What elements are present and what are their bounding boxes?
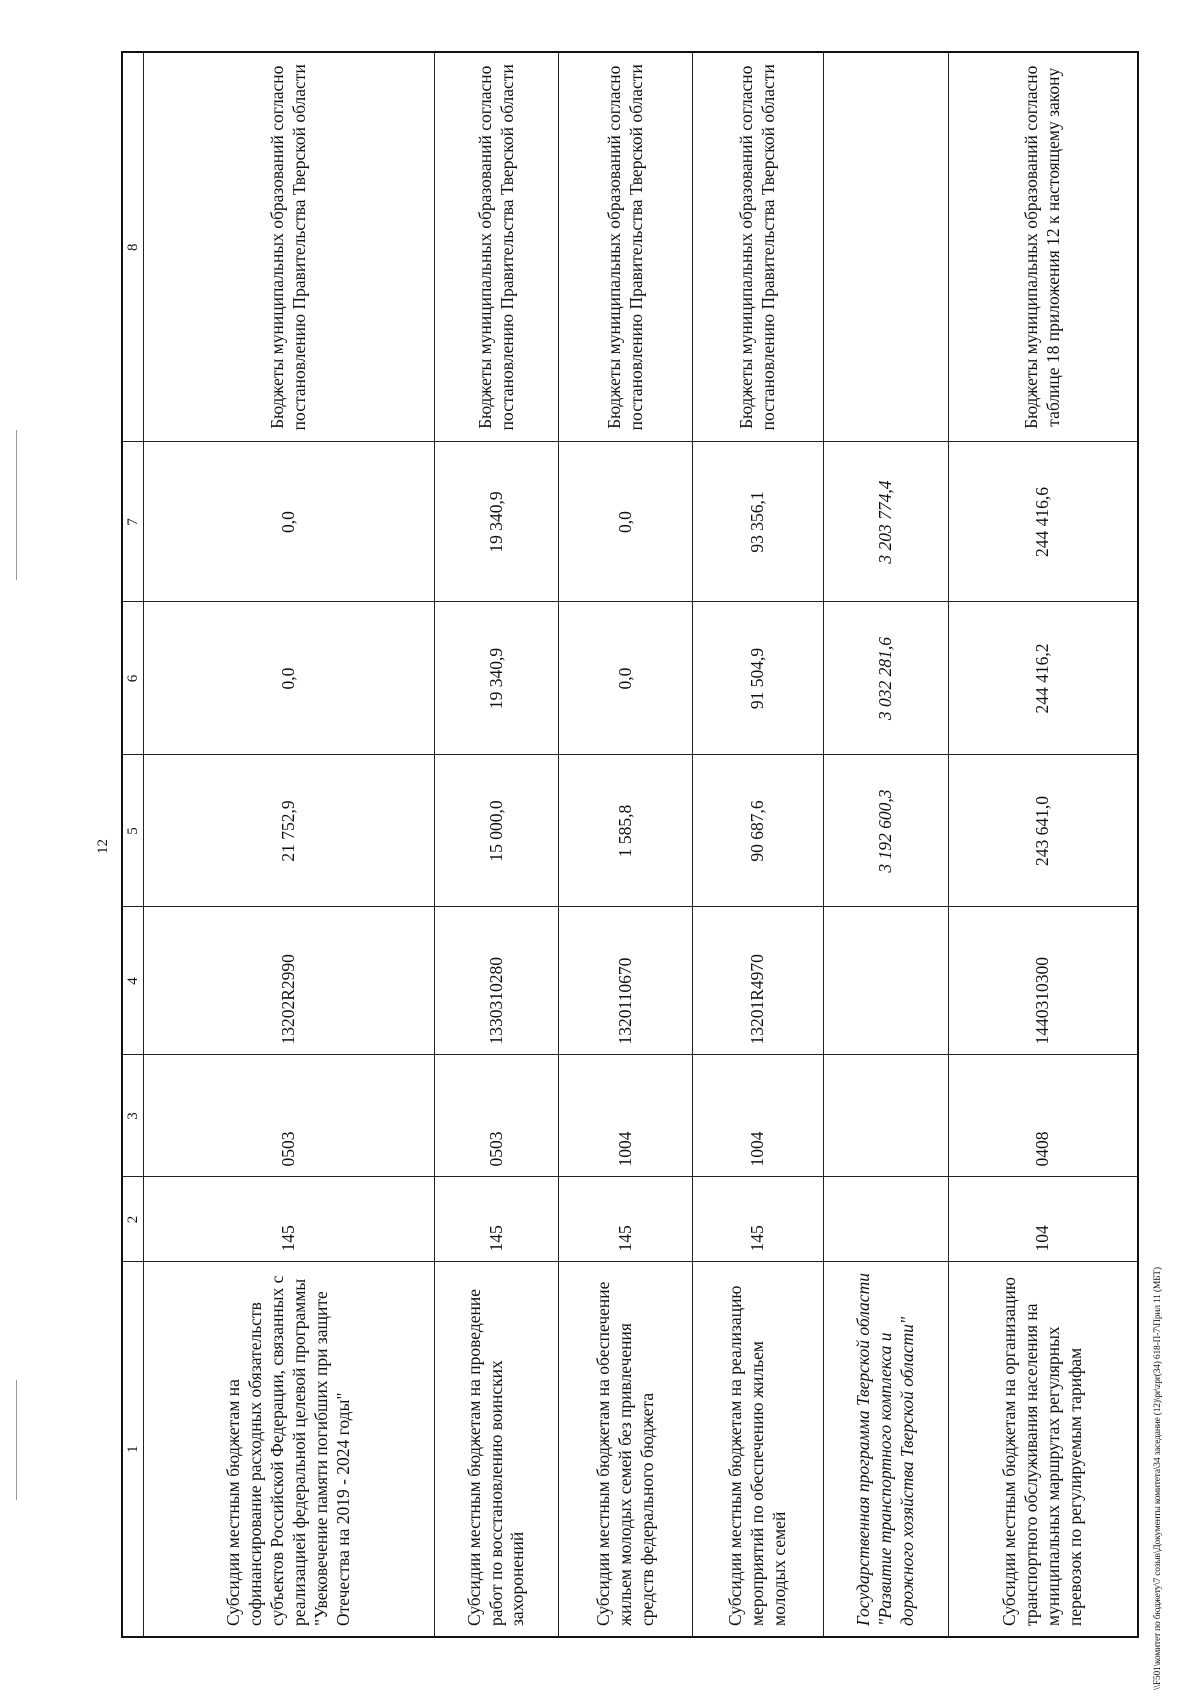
- budget-table: [121, 51, 1139, 1638]
- amount-cell: 19 340,9: [434, 442, 559, 602]
- amount-cell: 21 752,9: [144, 755, 435, 907]
- table-row: [559, 52, 693, 1637]
- amount-cell: 3 192 600,3: [823, 755, 948, 907]
- amount-cell: 0,0: [559, 442, 693, 602]
- target-code-cell: 1330310280: [434, 907, 559, 1055]
- table-row: [434, 52, 559, 1637]
- target-code-cell: 1320110670: [559, 907, 693, 1055]
- amount-cell: 15 000,0: [434, 755, 559, 907]
- recipient-cell: Бюджеты муниципальных образований согласно постановлению Правительства Тверской области: [693, 52, 824, 442]
- section-code-cell: 1004: [693, 1055, 824, 1177]
- recipient-cell: Бюджеты муниципальных образований согласно постановлению Правительства Тверской области: [434, 52, 559, 442]
- admin-code-cell: [823, 1177, 948, 1262]
- admin-code-cell: 104: [948, 1177, 1138, 1262]
- amount-cell: 3 203 774,4: [823, 442, 948, 602]
- page-number: 12: [95, 839, 111, 854]
- subsidy-name-cell: Субсидии местным бюджетам на обеспечение жильем молодых семей без привлечения средств федерального бюджета: [559, 1262, 693, 1637]
- column-header: 2: [122, 1177, 144, 1262]
- amount-cell: 0,0: [144, 602, 435, 755]
- table-row: [144, 52, 435, 1637]
- target-code-cell: 1440310300: [948, 907, 1138, 1055]
- subsidy-name-cell: Субсидии местным бюджетам на реализацию мероприятий по обеспечению жильем молодых семей: [693, 1262, 824, 1637]
- admin-code-cell: 145: [434, 1177, 559, 1262]
- amount-cell: 3 032 281,6: [823, 602, 948, 755]
- amount-cell: 0,0: [144, 442, 435, 602]
- subsidy-name-cell: Субсидии местным бюджетам на организацию транспортного обслуживания населения на муниципальных маршрутах регулярных перевозок по регулируемым тарифам: [948, 1262, 1138, 1637]
- budget-table-rotated: [121, 53, 1139, 1638]
- target-code-cell: 13202R2990: [144, 907, 435, 1055]
- table-row: [693, 52, 824, 1637]
- section-code-cell: 1004: [559, 1055, 693, 1177]
- admin-code-cell: 145: [693, 1177, 824, 1262]
- section-code-cell: 0408: [948, 1055, 1138, 1177]
- amount-cell: 90 687,6: [693, 755, 824, 907]
- amount-cell: 244 416,6: [948, 442, 1138, 602]
- scan-edge-line: [16, 430, 17, 580]
- recipient-cell: Бюджеты муниципальных образований согласно таблице 18 приложения 12 к настоящему закону: [948, 52, 1138, 442]
- header-row: [122, 52, 144, 1637]
- subsidy-name-cell: Субсидии местным бюджетам на софинансирование расходных обязательств субъектов Российской Федерации, связанных с реализацией федеральной целевой программы "Увековечение памяти погибших при защите Отечества на 2019 - 2024 годы": [144, 1262, 435, 1637]
- file-path-footer: \\F501\комитет по бюджету\7 созыв\Документы комитета\34 заседание (12)\pr\zpr(34) 618-П-7\Прил 11 (МБТ): [1153, 1267, 1163, 1690]
- recipient-cell: [823, 52, 948, 442]
- target-code-cell: 13201R4970: [693, 907, 824, 1055]
- section-code-cell: 0503: [434, 1055, 559, 1177]
- admin-code-cell: 145: [559, 1177, 693, 1262]
- table-row: [948, 52, 1138, 1637]
- amount-cell: 244 416,2: [948, 602, 1138, 755]
- recipient-cell: Бюджеты муниципальных образований согласно постановлению Правительства Тверской области: [559, 52, 693, 442]
- column-header: 4: [122, 907, 144, 1055]
- recipient-cell: Бюджеты муниципальных образований согласно постановлению Правительства Тверской области: [144, 52, 435, 442]
- table-row: [823, 52, 948, 1637]
- program-name-cell: Государственная программа Тверской области "Развитие транспортного комплекса и дорожного хозяйства Тверской области": [823, 1262, 948, 1637]
- target-code-cell: [823, 907, 948, 1055]
- column-header: 3: [122, 1055, 144, 1177]
- amount-cell: 243 641,0: [948, 755, 1138, 907]
- admin-code-cell: 145: [144, 1177, 435, 1262]
- amount-cell: 93 356,1: [693, 442, 824, 602]
- column-header: 5: [122, 755, 144, 907]
- amount-cell: 1 585,8: [559, 755, 693, 907]
- column-header: 8: [122, 52, 144, 442]
- section-code-cell: 0503: [144, 1055, 435, 1177]
- subsidy-name-cell: Субсидии местным бюджетам на проведение работ по восстановлению воинских захоронений: [434, 1262, 559, 1637]
- section-code-cell: [823, 1055, 948, 1177]
- amount-cell: 0,0: [559, 602, 693, 755]
- column-header: 7: [122, 442, 144, 602]
- scan-edge-line: [16, 1380, 17, 1500]
- amount-cell: 19 340,9: [434, 602, 559, 755]
- column-header: 1: [122, 1262, 144, 1637]
- column-header: 6: [122, 602, 144, 755]
- amount-cell: 91 504,9: [693, 602, 824, 755]
